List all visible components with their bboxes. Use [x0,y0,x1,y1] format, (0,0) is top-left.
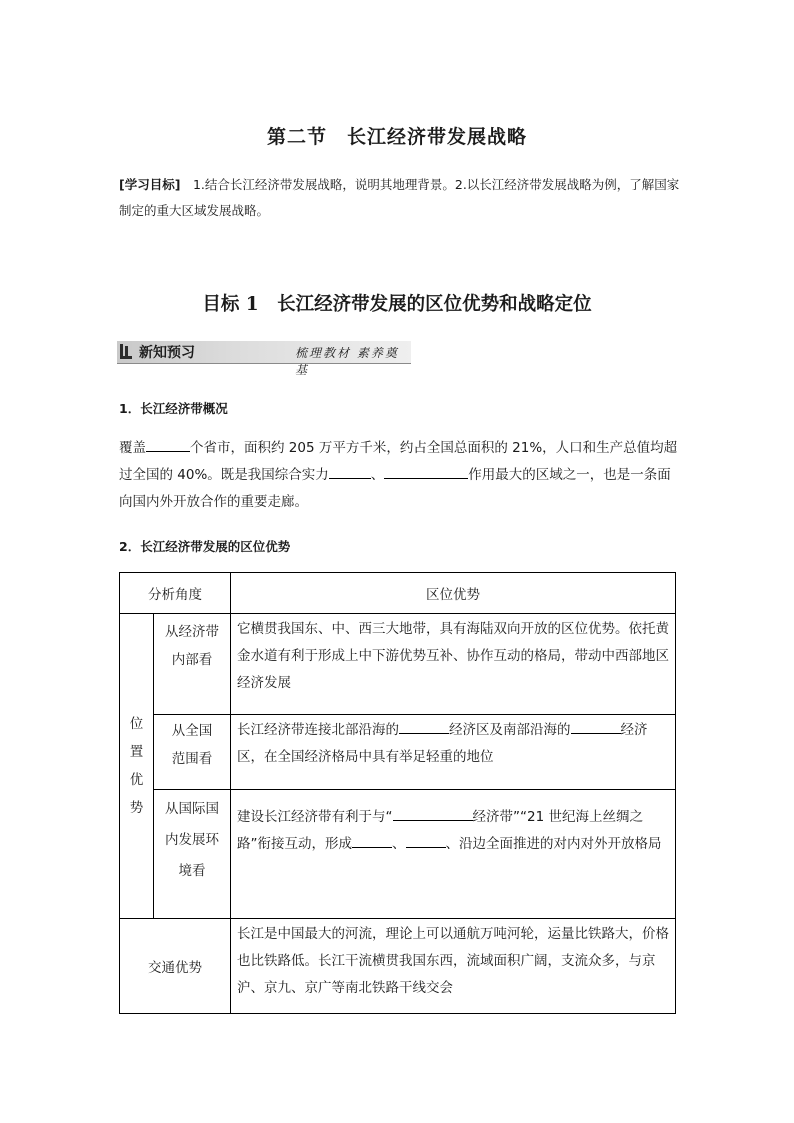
heading-advantages: 2．长江经济带发展的区位优势 [119,539,291,554]
text-fragment: 覆盖 [119,440,146,456]
table-header-right: 区位优势 [231,573,676,614]
fill-blank[interactable] [384,464,468,479]
fill-blank[interactable] [393,806,473,821]
group-label-location [120,614,154,919]
row-label-international [154,790,231,919]
row-label-text: 从全国范围看 [171,723,213,767]
text-fragment: 建设长江经济带有利于与“ [237,809,393,825]
fill-blank[interactable] [399,719,449,734]
row-content-international [231,790,676,919]
text-fragment: 、沿边全面推进的对内对外开放格局 [445,836,662,852]
row-label-text: 从经济带内部看 [165,624,219,668]
section-title: 目标 1 长江经济带发展的区位优势和战略定位 [202,294,592,315]
text-fragment: 作用最大的区域之一，也是一条面向国内外开放合作的重要走廊。 [119,467,671,510]
banner-subtitle: 梳理教材 素养奠基 [295,346,399,377]
text-fragment: 经济带”“21 世纪海上丝绸之路”衔接互动，形成 [237,809,643,852]
text-fragment: 、 [370,467,385,483]
heading-overview: 1．长江经济带概况 [119,401,228,416]
row-content-internal: 它横贯我国东、中、西三大地带，具有海陆双向开放的区位优势。依托黄金水道有利于形成上中下游优势互补、协作互动的格局，带动中西部地区经济发展 [231,614,676,715]
text-fragment: 经济区，在全国经济格局中具有举足轻重的地位 [237,722,648,765]
row-label-national [154,715,231,790]
advantages-table [119,572,676,1014]
preview-banner [117,341,411,377]
fill-blank[interactable] [406,833,446,848]
text-fragment: 个省市，面积约 205 万平方千米，约占全国总面积的 21%，人口和生产总值均超过全国的 40%。既是我国综合实力 [119,440,678,483]
table-header-left: 分析角度 [120,573,231,614]
fill-blank[interactable] [352,833,392,848]
fill-blank[interactable] [146,437,190,452]
page-title: 第二节 长江经济带发展战略 [266,126,527,148]
row-label-text: 从国际国内发展环境看 [165,801,219,879]
row-content-national [231,715,676,790]
fill-blank[interactable] [571,719,621,734]
learning-goal-tag: [学习目标] [119,177,181,192]
overview-paragraph [119,435,684,516]
text-fragment: 长江经济带连接北部沿海的 [237,722,399,738]
row-label-internal [154,614,231,715]
row-content-transport: 长江是中国最大的河流，理论上可以通航万吨河轮，运量比铁路大，价格也比铁路低。长江干流横贯我国东西，流域面积广阔，支流众多，与京沪、京九、京广等南北铁路干线交会 [231,919,676,1014]
group-label-text: 位置优势 [129,716,144,816]
banner-title: 新知预习 [139,345,195,361]
learning-goal-text: 1.结合长江经济带发展战略，说明其地理背景。2.以长江经济带发展战略为例，了解国家制定的重大区域发展战略。 [119,177,680,218]
text-fragment: 、 [392,836,406,852]
fill-blank[interactable] [329,464,371,479]
learning-goal [119,172,684,224]
book-icon [120,344,132,359]
row-label-transport: 交通优势 [120,919,231,1014]
text-fragment: 经济区及南部沿海的 [449,722,571,738]
